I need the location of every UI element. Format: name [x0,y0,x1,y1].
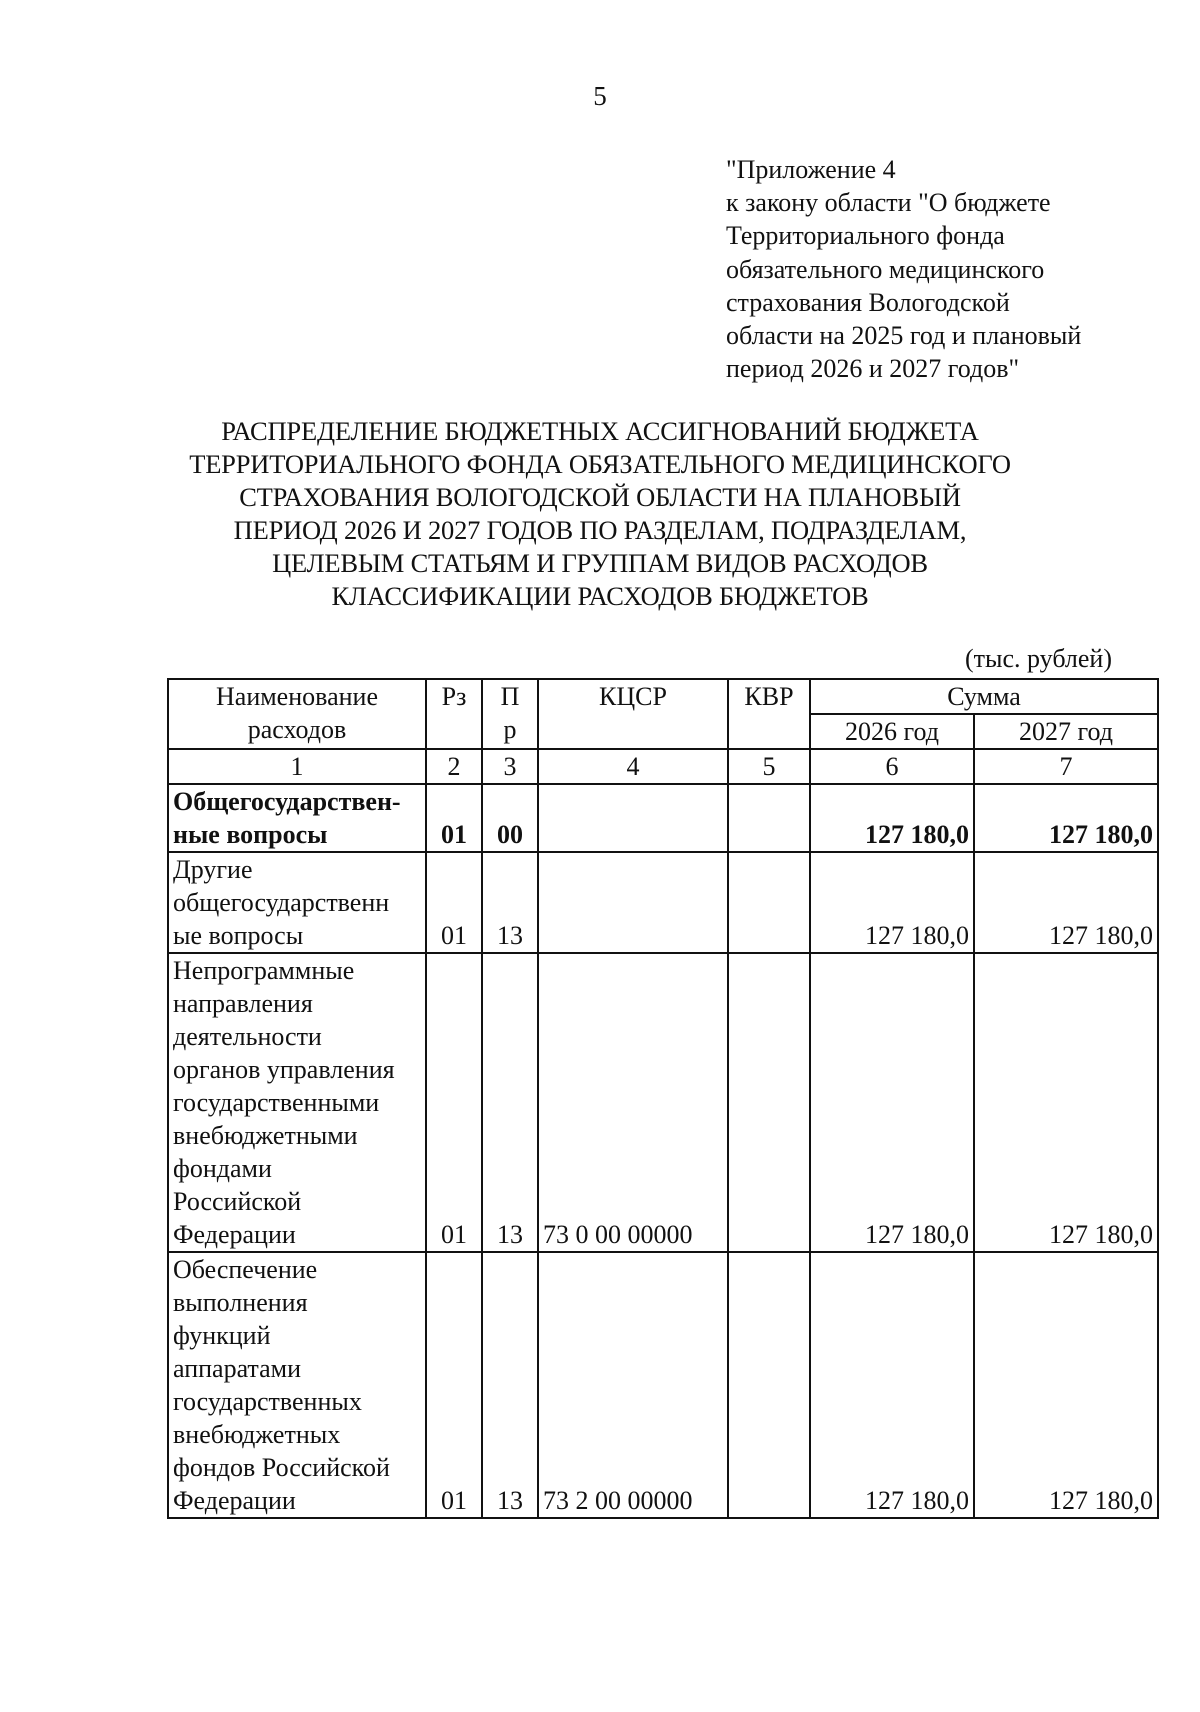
budget-table [167,678,1159,1519]
row-pr: 13 [482,953,538,1252]
page-number: 5 [593,81,607,111]
row-name-line: направления [173,989,313,1018]
row-sum-2027: 127 180,0 [974,784,1158,852]
row-name-line: Федерации [173,1486,296,1515]
row-name-line: Другие [173,855,253,884]
row-sum-2027: 127 180,0 [974,852,1158,953]
column-number: 5 [728,749,810,784]
row-name-line: выполнения [173,1288,308,1317]
row-name-line: ые вопросы [173,921,304,950]
appendix-reference [726,153,1176,385]
row-name-line: фондов Российской [173,1453,390,1482]
table-row [168,852,1158,953]
title-line: КЛАССИФИКАЦИИ РАСХОДОВ БЮДЖЕТОВ [331,581,869,611]
units-label: (тыс. рублей) [964,644,1112,673]
row-name-line: Обеспечение [173,1255,318,1284]
table-row [168,953,1158,1252]
row-name-line: Федерации [173,1220,296,1249]
row-name [168,784,426,852]
row-sum-2027: 127 180,0 [974,1252,1158,1518]
row-kvr [728,1252,810,1518]
row-rz: 01 [426,953,482,1252]
column-number: 1 [168,749,426,784]
row-name-line: деятельности [173,1022,322,1051]
title-line: СТРАХОВАНИЯ ВОЛОГОДСКОЙ ОБЛАСТИ НА ПЛАНОВЫЙ [239,482,961,512]
title-line: ПЕРИОД 2026 И 2027 ГОДОВ ПО РАЗДЕЛАМ, ПОДРАЗДЕЛАМ, [233,515,967,545]
row-name-line: государственными [173,1088,380,1117]
row-kcsr: 73 2 00 00000 [538,1252,728,1518]
column-number: 4 [538,749,728,784]
row-name-line: ные вопросы [173,820,328,849]
row-pr: 00 [482,784,538,852]
header-year-2026: 2026 год [810,714,974,749]
row-sum-2026: 127 180,0 [810,852,974,953]
row-sum-2026: 127 180,0 [810,784,974,852]
appendix-line: к закону области "О бюджете [726,188,1051,218]
row-rz: 01 [426,784,482,852]
row-rz: 01 [426,852,482,953]
row-name-line: государственных [173,1387,362,1416]
row-name-line: Непрограммные [173,956,355,985]
row-name-line: фондами [173,1154,272,1183]
row-name-line: внебюджетных [173,1420,341,1449]
table-row [168,1252,1158,1518]
header-sum: Сумма [810,679,1158,714]
column-number: 3 [482,749,538,784]
header-pr-line: р [503,715,517,744]
row-name-line: Российской [173,1187,302,1216]
table-row [168,784,1158,852]
row-name-line: аппаратами [173,1354,302,1383]
row-name [168,1252,426,1518]
document-title [0,415,1200,613]
row-name-line: функций [173,1321,271,1350]
header-kcsr: КЦСР [538,679,728,749]
row-pr: 13 [482,852,538,953]
header-name-line: расходов [247,715,347,744]
row-name-line: органов управления [173,1055,395,1084]
row-name-line: Общегосударствен- [173,787,401,816]
row-name-line: общегосударственн [173,888,390,917]
row-kcsr [538,852,728,953]
appendix-line: области на 2025 год и плановый [726,321,1082,351]
row-kvr [728,784,810,852]
column-number: 6 [810,749,974,784]
header-year-2027: 2027 год [974,714,1158,749]
appendix-line: период 2026 и 2027 годов" [726,354,1020,384]
header-kvr: КВР [728,679,810,749]
title-line: ЦЕЛЕВЫМ СТАТЬЯМ И ГРУППАМ ВИДОВ РАСХОДОВ [272,548,928,578]
row-name [168,852,426,953]
appendix-line: Территориального фонда [726,221,1005,251]
row-name-line: внебюджетными [173,1121,358,1150]
row-kvr [728,852,810,953]
header-pr [482,679,538,749]
appendix-line: "Приложение 4 [726,155,896,184]
column-numbers-row [168,749,1158,784]
header-name-line: Наименование [216,682,378,711]
header-row [168,679,1158,714]
row-kcsr: 73 0 00 00000 [538,953,728,1252]
header-rz: Рз [426,679,482,749]
table-body [168,784,1158,1518]
appendix-line: обязательного медицинского [726,254,1045,284]
row-kvr [728,953,810,1252]
header-pr-line: П [500,682,520,711]
table-header [168,679,1158,784]
header-name [168,679,426,749]
row-sum-2026: 127 180,0 [810,1252,974,1518]
column-number: 2 [426,749,482,784]
row-rz: 01 [426,1252,482,1518]
title-line: РАСПРЕДЕЛЕНИЕ БЮДЖЕТНЫХ АССИГНОВАНИЙ БЮДЖЕТА [221,416,979,446]
row-pr: 13 [482,1252,538,1518]
title-line: ТЕРРИТОРИАЛЬНОГО ФОНДА ОБЯЗАТЕЛЬНОГО МЕДИЦИНСКОГО [189,449,1011,479]
column-number: 7 [974,749,1158,784]
row-sum-2027: 127 180,0 [974,953,1158,1252]
row-sum-2026: 127 180,0 [810,953,974,1252]
row-kcsr [538,784,728,852]
row-name [168,953,426,1252]
appendix-line: страхования Вологодской [726,287,1010,317]
